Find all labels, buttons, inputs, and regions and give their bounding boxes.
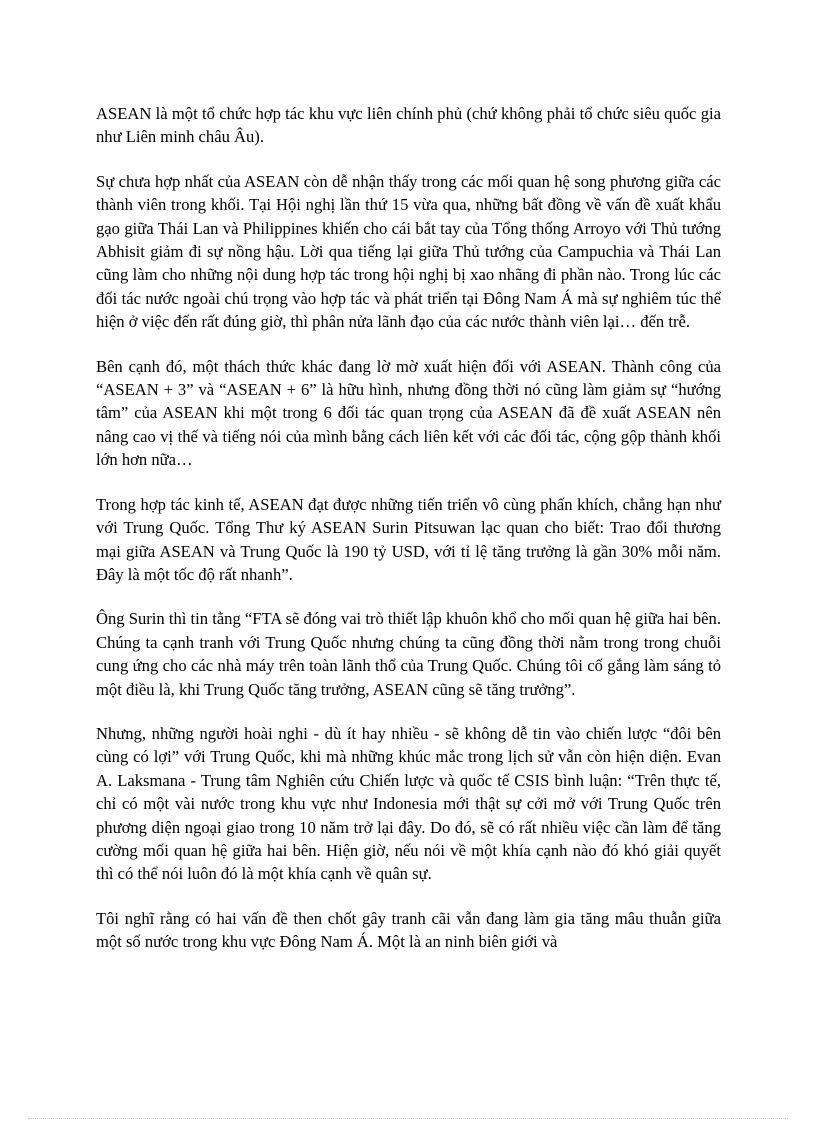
document-body bbox=[96, 102, 721, 975]
paragraph-surin-fta: Ông Surin thì tin tằng “FTA sẽ đóng vai trò thiết lập khuôn khổ cho mối quan hệ giữa hai bên. Chúng ta cạnh tranh với Trung Quốc nhưng chúng ta cũng đồng thời nằm trong trong chuỗi cung ứng cho các nhà máy trên toàn lãnh thổ của Trung Quốc. Chúng tôi cố gắng làm sáng tỏ một điều là, khi Trung Quốc tăng trưởng, ASEAN cũng sẽ tăng trưởng”. bbox=[96, 609, 721, 699]
paragraph-skeptics: Nhưng, những người hoài nghi - dù ít hay nhiều - sẽ không dễ tin vào chiến lược “đôi bên cùng có lợi” với Trung Quốc, khi mà những khúc mắc trong lịch sử vẫn còn hiện diện. Evan A. Laksmana - Trung tâm Nghiên cứu Chiến lược và quốc tế CSIS bình luận: “Trên thực tế, chỉ có một vài nước trong khu vực như Indonesia mới thật sự cởi mở với Trung Quốc trên phương diện ngoại giao trong 10 năm trở lại đây. Do đó, sẽ có rất nhiều việc cần làm để tăng cường mối quan hệ giữa hai bên. Hiện giờ, nếu nói về một khía cạnh nào đó khó giải quyết thì có thể nói luôn đó là một khía cạnh về quân sự. bbox=[96, 723, 721, 884]
paragraph-key-issues: Tôi nghĩ rằng có hai vấn đề then chốt gây tranh cãi vẫn đang làm gia tăng mâu thuẫn giữa một số nước trong khu vực Đông Nam Á. Một là an ninh biên giới và bbox=[96, 908, 721, 952]
paragraph-new-challenge: Bên cạnh đó, một thách thức khác đang lờ mờ xuất hiện đối với ASEAN. Thành công của “ASEAN + 3” và “ASEAN + 6” là hữu hình, nhưng đồng thời nó cũng làm giảm sự “hướng tâm” của ASEAN khi một trong 6 đối tác quan trọng của ASEAN đã đề xuất ASEAN nên nâng cao vị thế và tiếng nói của mình bằng cách liên kết với các đối tác, cộng gộp thành khối lớn hơn nữa… bbox=[96, 356, 721, 470]
paragraph-asean-definition: ASEAN là một tổ chức hợp tác khu vực liên chính phủ (chứ không phải tổ chức siêu quốc gia như Liên minh châu Âu). bbox=[96, 104, 721, 147]
paragraph-economic-cooperation: Trong hợp tác kinh tế, ASEAN đạt được những tiến triển vô cùng phấn khích, chẳng hạn như với Trung Quốc. Tổng Thư ký ASEAN Surin Pitsuwan lạc quan cho biết: Trao đổi thương mại giữa ASEAN và Trung Quốc là 190 tỷ USD, với tỉ lệ tăng trưởng là gần 30% mỗi năm. Đây là một tốc độ rất nhanh”. bbox=[96, 494, 721, 584]
footer-divider bbox=[28, 1118, 788, 1119]
paragraph-bilateral-relations: Sự chưa hợp nhất của ASEAN còn dễ nhận thấy trong các mối quan hệ song phương giữa các thành viên trong khối. Tại Hội nghị lần thứ 15 vừa qua, những bất đồng về vấn đề xuất khẩu gạo giữa Thái Lan và Philippines khiến cho cái bắt tay của Tổng thống Arroyo với Thủ tướng Abhisit giảm đi sự nồng hậu. Lời qua tiếng lại giữa Thủ tướng của Campuchia và Thái Lan cũng làm cho những nội dung hợp tác trong hội nghị bị xao nhãng đi phần nào. Trong lúc các đối tác nước ngoài chú trọng vào hợp tác và phát triển tại Đông Nam Á mà sự nghiêm túc thể hiện ở việc đến rất đúng giờ, thì phân nửa lãnh đạo của các nước thành viên lại… đến trễ. bbox=[96, 171, 721, 332]
